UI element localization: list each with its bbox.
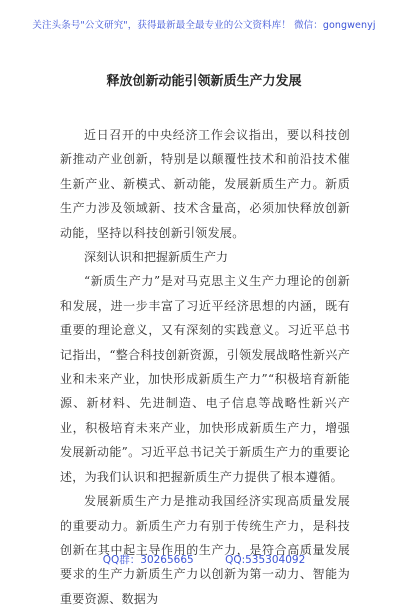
- paragraph-2: “新质生产力”是对马克思主义生产力理论的创新和发展，进一步丰富了习近平经济思想的内涵，既有重要的理论意义，又有深刻的实践意义。习近平总书记指出，“整合科技创新资源，引领发展战略性新兴产业和未来产业，加快形成新质生产力”“积极培育新能源、新材料、先进制造、电子信息等战略性新兴产业，积极培育未来产业，加快形成新质生产力，增强发展新动能”。习近平总书记关于新质生产力的重要论述，为我们认识和把握新质生产力提供了根本遵循。: [60, 274, 350, 484]
- footer-contact: [0, 552, 408, 567]
- footer-qq-number: QQ:535304092: [225, 554, 306, 566]
- paragraph-1: 近日召开的中央经济工作会议指出，要以科技创新推动产业创新，特别是以颠覆性技术和前沿技术催生新产业、新模式、新动能，发展新质生产力。新质生产力涉及领域新、技术含量高，必须加快释放创新动能，坚持以科技创新引领发展。: [60, 128, 350, 240]
- document-title: 释放创新动能引领新质生产力发展: [106, 74, 302, 89]
- header-note: 关注头条号"公文研究"，获得最新最全最专业的公文资料库！ 微信：gongwenyj: [32, 20, 376, 31]
- paragraph-3: 发展新质生产力是推动我国经济实现高质量发展的重要动力。新质生产力有别于传统生产力，是科技创新在其中起主导作用的生产力，是符合高质量发展要求的生产力新质生产力以创新为第一动力、智能为重要资源、数据为: [60, 494, 350, 606]
- footer-qq-group: QQ群：30265665: [102, 554, 194, 566]
- document-body: [60, 123, 350, 611]
- section-heading: 深刻认识和把握新质生产力: [84, 250, 229, 265]
